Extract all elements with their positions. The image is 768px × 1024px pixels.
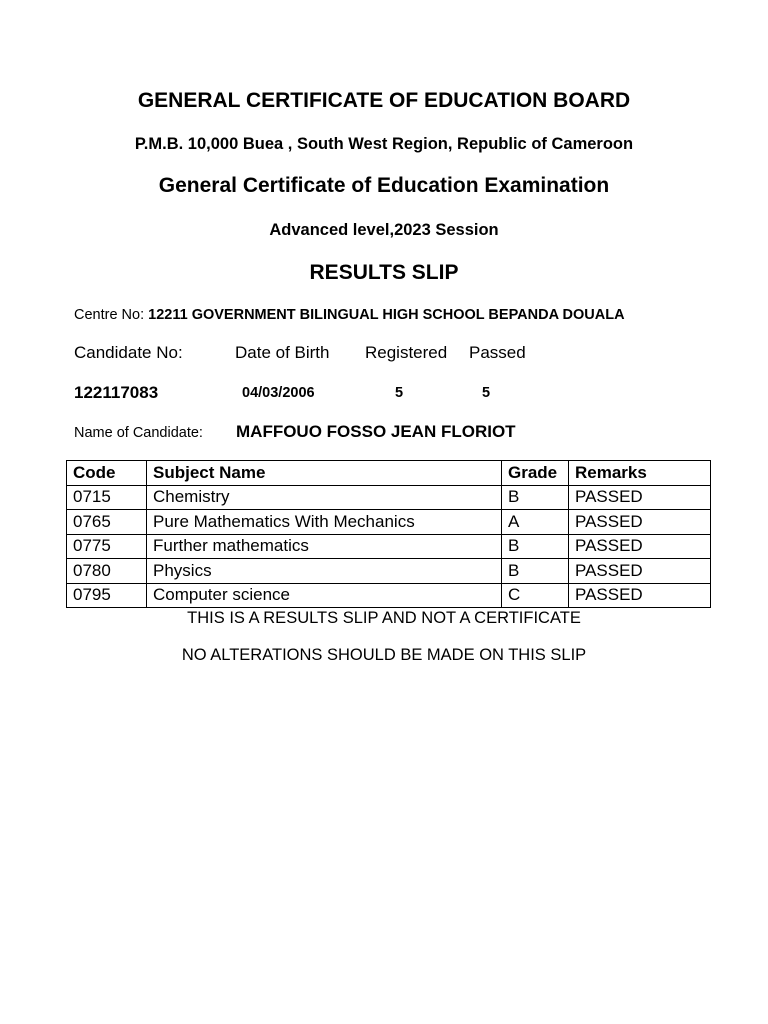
not-certificate-notice: THIS IS A RESULTS SLIP AND NOT A CERTIFICATE	[187, 609, 581, 627]
candidate-no-value: 122117083	[74, 383, 159, 402]
centre-value: 12211 GOVERNMENT BILINGUAL HIGH SCHOOL BEPANDA DOUALA	[148, 307, 625, 323]
subject-code: 0765	[67, 510, 147, 535]
subject-remarks: PASSED	[569, 534, 711, 559]
subject-grade: C	[502, 583, 569, 608]
results-table	[66, 460, 711, 608]
subject-name: Pure Mathematics With Mechanics	[147, 510, 502, 535]
subject-grade: B	[502, 534, 569, 559]
subject-name: Chemistry	[147, 485, 502, 510]
subject-name: Further mathematics	[147, 534, 502, 559]
candidate-no-label: Candidate No:	[74, 343, 183, 362]
column-header-subject: Subject Name	[147, 461, 502, 486]
results-header-row	[67, 461, 711, 486]
subject-remarks: PASSED	[569, 583, 711, 608]
subject-remarks: PASSED	[569, 559, 711, 584]
board-title: GENERAL CERTIFICATE OF EDUCATION BOARD	[137, 89, 631, 112]
subject-code: 0775	[67, 534, 147, 559]
subject-name: Physics	[147, 559, 502, 584]
subject-code: 0795	[67, 583, 147, 608]
table-row	[67, 534, 711, 559]
table-row	[67, 510, 711, 535]
date-of-birth-label: Date of Birth	[235, 343, 330, 362]
registered-value: 5	[395, 385, 404, 401]
centre-label: Centre No:	[74, 307, 145, 323]
slip-title: RESULTS SLIP	[309, 261, 459, 284]
table-row	[67, 559, 711, 584]
candidate-name-label: Name of Candidate:	[74, 425, 203, 441]
subject-grade: B	[502, 559, 569, 584]
candidate-name-value: MAFFOUO FOSSO JEAN FLORIOT	[236, 422, 516, 441]
subject-remarks: PASSED	[569, 510, 711, 535]
board-address: P.M.B. 10,000 Buea , South West Region, Republic of Cameroon	[134, 135, 634, 153]
exam-title: General Certificate of Education Examination	[158, 174, 610, 197]
column-header-remarks: Remarks	[569, 461, 711, 486]
subject-grade: A	[502, 510, 569, 535]
passed-label: Passed	[469, 343, 526, 362]
subject-code: 0715	[67, 485, 147, 510]
subject-code: 0780	[67, 559, 147, 584]
centre-line	[74, 307, 625, 323]
subject-grade: B	[502, 485, 569, 510]
date-of-birth-value: 04/03/2006	[242, 385, 315, 401]
column-header-grade: Grade	[502, 461, 569, 486]
column-header-code: Code	[67, 461, 147, 486]
table-row	[67, 485, 711, 510]
no-alterations-notice: NO ALTERATIONS SHOULD BE MADE ON THIS SLIP	[181, 646, 587, 664]
subject-remarks: PASSED	[569, 485, 711, 510]
table-row	[67, 583, 711, 608]
exam-session: Advanced level,2023 Session	[269, 221, 499, 239]
registered-label: Registered	[365, 343, 448, 362]
subject-name: Computer science	[147, 583, 502, 608]
passed-value: 5	[482, 385, 491, 401]
